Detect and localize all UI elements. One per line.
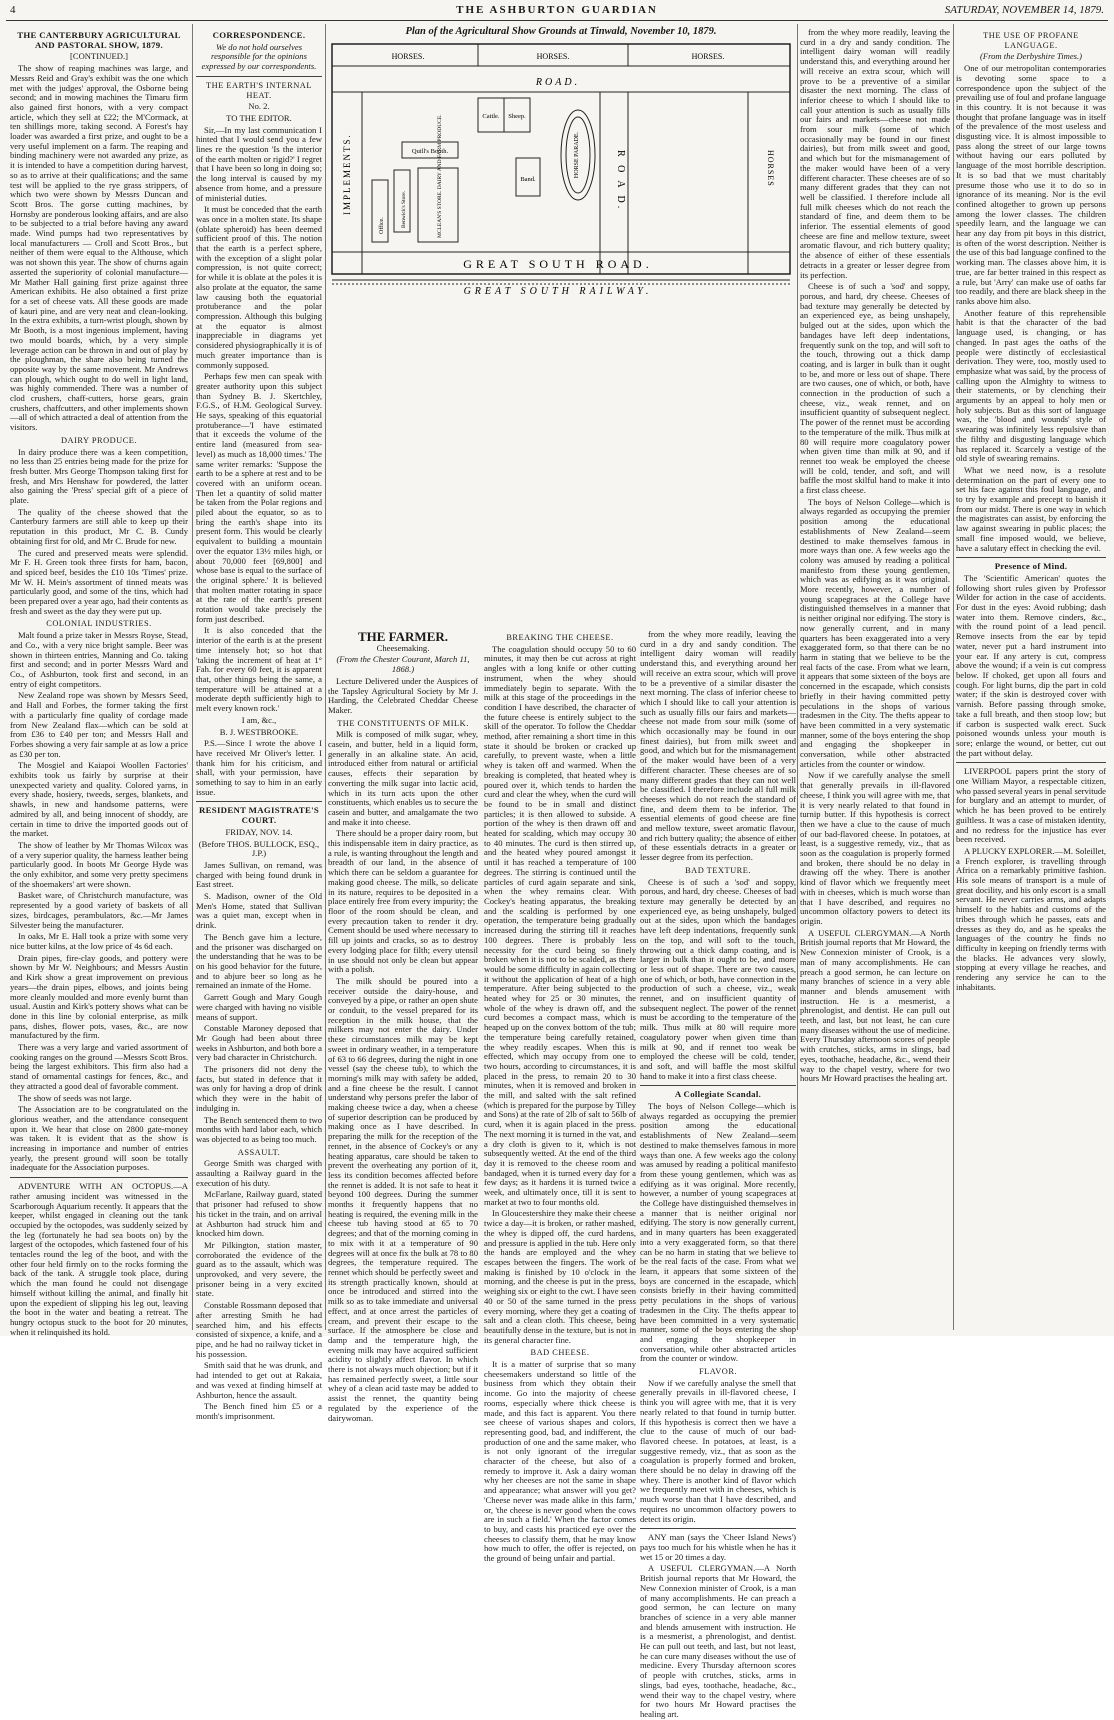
paragraph: New Zealand rope was shown by Messrs Seed, and Hall and Forbes, the former taking the first with a particularly fine quality of cordage made from New Zealand flax—which can be sold at from £36 to £40 per ton; and Messrs Hall and Forbes showing a very fair sample at as low a price as £30 per ton.	[10, 690, 188, 759]
section-heading: DAIRY PRODUCE.	[60, 435, 138, 445]
quills-booth-label: Quill's Booth.	[411, 148, 449, 155]
letter-signoff: I am, &c.,	[241, 714, 277, 725]
paragraph: It is also conceded that the interior of the earth is at the present time intensely hot; so hot that 'taking the increment of heat at 1° Fah. for every 60 feet, it is apparent that, other things being the same, a temperature will be attained at a moderate depth sufficiently high to melt every known rock.'	[196, 625, 322, 714]
paragraph: There was a very large and varied assortment of cooking ranges on the ground —Messrs Scott Bros. being the largest exhibitors. This firm also had a stand of ornamental castings for fences, &c., and they attracted a good deal of favorable comment.	[10, 1042, 188, 1091]
horses-side-label: HORSES	[766, 150, 775, 187]
article-source: (From the Derbyshire Times.)	[980, 51, 1082, 62]
paragraph: In Gloucestershire they make their cheese twice a day—it is broken, or rather mashed, the whey is dipped off, the curd hardens, and pressure is applied in the tub. Here only the hands are employed and the whey escapes between the fingers. The work of making is finished by 10 o'clock in the morning, and the cheese is put in the press, weighing six or eight to the cwt. I have seen 40 or 50 of the same turned in the press every morning, where they get a coating of salt and a clean cloth. This cheese, being beautifully dense in the texture, but is not in its general character fine.	[484, 1208, 636, 1345]
section-heading: Presence of Mind.	[994, 561, 1068, 572]
paragraph: Milk is composed of milk sugar, whey, casein, and butter, held in a liquid form, generally in an alkaline state. An acid, introduced either from natural or artificial causes, effects their separation by converting the milk sugar into lactic acid, which in its turn acts upon the other constituents, which enables us to secure the casein and butter, and amalgamate the two and make it into cheese.	[328, 729, 478, 827]
horses-label: HORSES.	[536, 52, 570, 61]
paragraph: Smith said that he was drunk, and had intended to get out at Rakaia, and was vexed at finding himself at Ashburton, hence the assault.	[196, 1360, 322, 1400]
paragraph: Cheese is of such a 'sod' and soppy, porous, and hard, dry cheese. Cheeses of bad texture may generally be detected by an experienced eye, as being unshapely, bulged out at the sides, upon which the bandages have left deep indentations, frequently sunk on the top, and will soft to the touch, throwing out a thick damp coating, and is larger in bulk than it ought to be, and more or less out of shape. There are two causes, one of which, or both, have connection in the production of such a cheese, viz., weak rennet, and on insufficient quantity of subsequent neglect. The power of the rennet must be according to the temperature of the milk. Thus milk at 80 will require more coagulatory power when given time than milk at 90, and if rennet too weak be employed the cheese will be cold, tender, and soft, and will baffle the most skilful hand to make it into a first class cheese.	[800, 281, 950, 496]
newspaper-title: THE ASHBURTON GUARDIAN	[456, 4, 658, 16]
column-rule	[797, 24, 798, 1330]
paragraph: Sir,—In my last communication I hinted that I would send you a few lines re the question 'Is the interior of the earth molten or rigid?' I regret that I have been so long in doing so; the long interval is caused by my absence from home, and a pressure of ministerial duties.	[196, 124, 322, 203]
masthead	[6, 4, 1108, 21]
paragraph: S. Madison, owner of the Old Men's Home, stated that Sullivan was a quiet man, except when in drink.	[196, 891, 322, 931]
paragraph: What we need now, is a resolute determination on the part of every one to set his face against this foul language, and to try by example and precept to banish it from our midst. There is one way in which the magistrates can assist, by enforcing the law against swearing in public places; the small fine imposed would, we believe, have a salutary effect in checking the evil.	[956, 464, 1106, 553]
paragraph: Constable Maroney deposed that Mr Gough had been about three weeks in Ashburton, and both bore a very bad character in Christchurch.	[196, 1023, 322, 1063]
section-heading: BAD CHEESE.	[530, 1348, 590, 1358]
column-farmer-cont2	[640, 629, 796, 1719]
plan-title: Plan of the Agricultural Show Grounds at Tinwald, November 10, 1879.	[405, 26, 717, 37]
store-label: MCLEAN'S STORE. DAIRY AND FARM PRODUCE.	[437, 114, 443, 238]
section-heading: THE USE OF PROFANE LANGUAGE.	[983, 31, 1079, 50]
paragraph: Constable Rossmann deposed that after arresting Smith he had searched him, and his effects consisted of sixpence, a knife, and a pipe, and he had no railway ticket in his possession.	[196, 1300, 322, 1359]
paragraph: Garrett Gough and Mary Gough were charged with having no visible means of support.	[196, 992, 322, 1022]
paragraph: James Sullivan, on remand, was charged with being found drunk in East street.	[196, 859, 322, 890]
paragraph: ANY man (says the 'Cheer Island News') pays too much for his whistle when he has it wet 15 or 20 times a day.	[640, 1532, 796, 1562]
paragraph: McFarlane, Railway guard, stated that prisoner had refused to show his ticket in the train, and on arrival at Ashburton had struck him and knocked him down.	[196, 1189, 322, 1239]
benwick-label: Benwick's Store.	[401, 190, 407, 228]
column-correspondence	[196, 28, 322, 1421]
paragraph: The show of reaping machines was large, and Messrs Reid and Gray's exhibit was the one which met with the judges' approval, the Osborne being second; and in mowing machines the Timaru firm also gained first honors, with a very compact article, which they sell at £22; the M'Cormack, at ten shillings more, taking second. A Forest's hay loader was awarded a first prize, and ought to be a very useful implement on a farm. The reaping and binding machinery were not awarded any prize, as it is intended to have a competition during harvest, so as to arrive at their qualifications; and the same test will be applied to the rye grass strippers, of which two were shown by Messrs Duncan and Scott Bros. The gorse cutting machines, by Hornsby are ponderous looking affairs, and are also to be subjected to a trial before having any award made. Wind pumps had two representatives by local manufacturers — Croll and Scott Bros., but neither of them were equal to the Althouse, which was not shown this year. The show of churns again asserted the superiority of colonial manufacture—Mr Mather Hall gaining first prize against three American exhibits. He also obtained a first prize for a set of cheese vats. All these goods are made of kauri pine, and are very neat and clean-looking. In the extra exhibits, a turn-wrist plough, shown by Mr Booth, is a most ingenious implement, having two mould boards, which, by a very simple leverage action can be thrown in and out of play by the ploughman, the share also being turned the opposite way by the same movement. Mr Andrews can plough, which ought to do well in light land, was highly commended. There was a number of clod crushers, chaff-cutters, horse gears, grain crushers, chaffcutters, and other implements shown—all of which attracted a deal of attention from the visitors.	[10, 63, 188, 433]
paragraph: A USEFUL CLERGYMAN.—A North British journal reports that Mr Howard, the New Connexion minister of Crook, is a man of many accomplishments. He can preach a good sermon, he can lecture on many branches of science in a very able manner and blends amusement with instruction. He is a mesmerist, a phrenologist, and dentist. He can pull out teeth, and last, but not least, he can cure many diseases without the use of medicine. Every Thursday afternoon scores of people with crutches, sticks, arms in slings, bad eyes, toothache, headache, &c., wend their way to the chapel vestry, where for two hours Mr Howard practises the healing art.	[800, 927, 950, 1084]
paragraph: from the whey more readily, leaving the curd in a dry and sandy condition. The intelligent dairy woman will readily understand this, and everything around her will receive an extra scour, which will prove to be a preventive of a similar disaster the next morning. The class of inferior cheese to which I should like to call your attention is such as usually fills our fairs and markets—cheese not made from sour milk (some of which occasionally may be found in our finest dairies), but from milk sweet and good, and which but for the mismanagement of the maker would have been of a very different character. These cheeses are of so many different grades that they can not well be classified. I therefore include all full milk cheeses which do not reach the standard of fine, and deem them to be inferior. The essential elements of good cheese are fine and mellow texture, sweet aromatic flavour, and rich buttery quality; the absence of either of these essentials detracts in a greater or lesser degree from its perfection.	[640, 629, 796, 863]
paragraph: One of our metropolitan contemporaries is devoting some space to a correspondence upon the subject of the prevailing use of foul and profane language in this country. It is not because it was thought that profane language was in itself of the prevalence of the most useless and disgusting vice. It is almost impossible to pass along the street of our large towns without having our ears polluted by language of the most horrible description. It is so bad that we must charitably presume those who use it to do so in ignorance of its meaning. Nor is the evil confined altogether to grown up persons among the lower classes. The children speedily learn, and the language we can hear any day from pit boys in this district, is often of the worst description. Neither is the use of this bad language confined to the working man. The classes above him, it is true, are far better trained in this respect as a rule, but 'Arry' can make use of oaths far too readily, and there are black sheep in the ranks above him also.	[956, 63, 1106, 306]
column-profane-language	[956, 28, 1106, 1328]
divider	[956, 557, 1106, 558]
cattle-label: Cattle.	[482, 113, 500, 120]
divider	[10, 1177, 188, 1178]
horses-label: HORSES.	[691, 52, 725, 61]
paragraph: The boys of Nelson College—which is always regarded as occupying the premier position among the educational establishments of New Zealand—seem destined to make themselves famous in more ways than one. A few weeks ago the colony was amused by reading a political manifesto from these young gentlemen, which was as edifying as it was original. More recently, however, a number of young scapegraces at the College have distinguished themselves in a manner that is neither original nor edifying. The story is now generally current, and in many quarters has been exaggerated into a very exaggerated form, so that there can be no harm in stating that we believe to be the real facts of the case. From what we learn, it appears that some sixteen of the boys are concerned in the escapade, which consists briefly in their having committed petty peculations in the shops of various tradesmen in the City. The thefts appear to have been committed in a very systematic manner, some of the boys entering the shop and engaging the shopkeeper in conversation, while other abstracted articles from the counter or window.	[640, 1101, 796, 1364]
paragraph: Now if we carefully analyse the smell that generally prevails in ill-flavored cheese, I think you will agree with me, that it is very nearly related to that found in turnip butter. If this hypothesis is correct then we have a clue to the cause of much of our bad-flavored cheese. In potatoes, at least, is a suggestive remedy, viz., that as soon as the coagulation is properly formed and broken, there should be no delay in drawing off the whey. There is another kind of flavor which we frequently meet with in cheeses, which is much worse than that I have described, and requires no uncommon olfactory powers to detect its origin.	[640, 1377, 796, 1524]
paragraph: The Bench gave him a lecture, and the prisoner was discharged on the understanding that he was to be on his good behavior for the future, and to abjure beer so long as he remained an inmate of the Home.	[196, 931, 322, 991]
column-show	[10, 28, 188, 1337]
letter-signature: B. J. WESTBROOKE.	[219, 726, 299, 737]
paragraph: The show of leather by Mr Thomas Wilcox was of a very superior quality, the harness leather being particularly good. In boots Mr George Hyde was the only exhibitor, and some very pretty specimens of the shoemakers' art were shown.	[10, 839, 188, 889]
court-bench: (Before THOS. BULLOCK, ESQ., J.P.)	[198, 838, 320, 859]
section-heading: CORRESPONDENCE.	[212, 30, 306, 40]
section-heading: ASSAULT.	[237, 1147, 281, 1157]
court-date: FRIDAY, NOV. 14.	[225, 826, 293, 837]
column-farmer-cont	[484, 630, 636, 1564]
article-subtitle: Cheesemaking.	[376, 642, 430, 653]
paragraph: Another feature of this reprehensible habit is that the character of the bad language used, is changing, or has changed. In past ages the oaths of the people were distinctly of ecclesiastical derivation. They were, too, mostly used to emphasize what was said, by the process of calling upon the Almighty to witness to their statements, or by clenching their arguments by an appeal to holy men or holy subjects. But as this sort of language was, the 'blood and wounds' style of swearing was infinitely less repulsive than the filthy and disgusting language which has replaced it. Scarcely a vestige of the old style of swearing remains.	[956, 307, 1106, 464]
paragraph: The Bench fined him £5 or a month's imprisonment.	[196, 1401, 322, 1421]
divider	[956, 762, 1106, 763]
paragraph: The Association are to be congratulated on the glorious weather, and the attendance consequent upon it. We hear that close on 2800 gate-money was taken. It is evident that as the show is increasing in importance and number of entries yearly, the present ground will soon be totally inadequate for the Association purposes.	[10, 1104, 188, 1173]
column-farmer	[328, 629, 478, 1423]
great-south-railway-label: GREAT SOUTH RAILWAY.	[463, 286, 653, 297]
divider	[196, 76, 322, 77]
divider	[196, 801, 322, 802]
paragraph: Mr Pilkington, station master, corroborated the evidence of the guard as to the assault, which was unprovoked, and very severe, the prisoner being in a very excited state.	[196, 1239, 322, 1299]
paragraph: The prisoners did not deny the facts, but stated in defence that it was only for having a drop of drink which they were in the habit of indulging in.	[196, 1064, 322, 1113]
letter-title: THE EARTH'S INTERNAL HEAT.	[206, 80, 312, 100]
paragraph: The Mosgiel and Kaiapoi Woollen Factories' exhibits took us fairly by surprise at their unexpected variety and quality. Colored yarns, in every shade, hosiery, tweeds, serges, blankets, and shawls, in new and handsome patterns, were admired by all, and being innocent of shoddy, are certain in time to drive the imported goods out of the market.	[10, 760, 188, 839]
paragraph: A PLUCKY EXPLORER.—M. Soleillet, a French explorer, is travelling through Africa on a remarkably primitive fashion. His sole means of transport is a mule of great docility, and his only escort is a small servant. He never carries arms, and adapts himself to the habits and customs of the tribes through which he passes, eats and dresses as they do, and as he speaks the languages of the country he finds no difficulty in keeping on friendly terms with the blacks. He advances very slowly, stopping at every village he reaches, and rendering any service he can to the inhabitants.	[956, 845, 1106, 992]
section-heading: BAD TEXTURE.	[685, 865, 751, 875]
paragraph: Cheese is of such a 'sod' and soppy, porous, and hard, dry cheese. Cheeses of bad texture may generally be detected by an experienced eye, as being unshapely, bulged out at the sides, upon which the bandages have left deep indentations, frequently sunk on the top, and will soft to the touch, throwing out a thick damp coating, and is larger in bulk than it ought to be, and more or less out of shape. There are two causes, one of which, or both, have connection in the production of such a cheese, viz., weak rennet, and on insufficient quantity of subsequent neglect. The power of the rennet must be according to the temperature of the milk. Thus milk at 80 will require more coagulatory power when given time than milk at 90, and if rennet too weak be employed the cheese will be cold, tender, and soft, and will baffle the most skilful hand to make it into a first class cheese.	[640, 876, 796, 1081]
column-rule	[953, 24, 954, 1330]
article-source: (From the Chester Courant, March 11, 1868.)	[336, 654, 470, 675]
great-south-road-label: GREAT SOUTH ROAD.	[463, 257, 653, 271]
column-cheese-cont	[800, 28, 950, 1328]
editorial-note: We do not hold ourselves responsible for the opinions expressed by our correspondents.	[201, 41, 317, 72]
road-label: ROAD.	[535, 77, 581, 88]
paragraph: There should be a proper dairy room, but this indispensable item in dairy practice, as a rule, is wanting throughout the length and breadth of our land, in the absence of which there can be seldom a guarantee for making good cheese. The milk, so delicate in its nature, requires to be deposited in a place entirely free from every impurity; the floor of the room should be clean, and every precaution taken to render it dry. Cement should be used where necessary to fill up joints and cracks, so as to destroy every lodging place for filth; every utensil in use should not only be clean but appear with a polish.	[328, 828, 478, 975]
parade-label: HORSE PARADE.	[574, 131, 580, 179]
paragraph: ADVENTURE WITH AN OCTOPUS.—A rather amusing incident was witnessed in the Scarborough Aquarium recently. It appears that the keeper, whilst engaged in cleaning out the tank occupied by the octopodes, was suddenly seized by the leg (fortunately he had sea boots on) by the largest of the octopodes, which fastened four of his tentacles round the leg of the boot, and with the other four held firmly on to the rocks forming the back of the tank. A struggle took place, during which the man found he could not disengage himself without killing the animal, and finally hit upon the expedient of slipping his leg out, leaving the boot in the water and beating a retreat. The hungry octopus stuck to the boot for 20 minutes, when it relinquished its hold.	[10, 1181, 188, 1337]
letter-salutation: TO THE EDITOR.	[226, 112, 292, 123]
road-side-label: R O A D.	[615, 150, 626, 212]
paragraph: Drain pipes, fire-clay goods, and pottery were shown by Mr W. Neighbours; and Messrs Austin and Kirk show a great improvement on previous years—the drain pipes, elbows, and joints being more cleanly moulded and more evenly burnt than usual. Austin and Kirk's pottery shows what can be done in this line by colonial enterprise, as milk pans, dishes, flower pots, vases, &c., are now manufactured by the firm.	[10, 952, 188, 1041]
paragraph: from the whey more readily, leaving the curd in a dry and sandy condition. The intelligent dairy woman will readily understand this, and everything around her will receive an extra scour, which will prove to be a preventive of a similar disaster the next morning. The class of inferior cheese to which I should like to call your attention is such as usually fills our fairs and markets—cheese not made from sour milk (some of which occasionally may be found in our finest dairies), but from milk sweet and good, and which but for the mismanagement of the maker would have been of a very different character. These cheeses are of so many different grades that they can not well be classified. I therefore include all full milk cheeses which do not reach the standard of fine, and deem them to be inferior. The essential elements of good cheese are fine and mellow texture, sweet aromatic flavour, and rich buttery quality; the absence of either of these essentials detracts in a greater or lesser degree from its perfection.	[800, 27, 950, 280]
divider	[640, 1528, 796, 1529]
divider	[640, 1085, 796, 1086]
show-grounds-plan	[328, 26, 794, 624]
paragraph: Basket ware, of Christchurch manufacture, was represented by a good variety of baskets of all sizes, birdcages, perambulators, &c.—Mr James Silvester being the manufacturer.	[10, 890, 188, 930]
section-heading: THE FARMER.	[357, 629, 449, 644]
plan-diagram	[328, 40, 794, 624]
paragraph: The coagulation should occupy 50 to 60 minutes, it may then be cut across at right angles with a long knife or other cutting instrument, when the whey should immediately begin to separate. With the milk at this stage of the proceedings in the condition I have described, the character of the future cheese is entirely subject to the skill of the operator. To follow the Cheddar method, after remaining a short time in this state it should be broken or cracked up carefully, to prevent waste, when a little whey is taken off and warmed. When the breaking is completed, that heated whey is poured over it, which tends to harden the curd and clear the whey, when the curd will be found to be in small and distinct particles; it is then allowed to subside. A portion of the whey is then drawn off and heated for scalding, which may occupy 30 to 40 minutes. The curd is then stirred up, and the heated whey poured amongst it until it has reached a temperature of 100 degrees. The stirring is continued until the particles of curd again separate and sink, when the whey remains clear. With Cockey's heating apparatus, the breaking and the scalding is performed by one operation, the temperature being gradually increased during the stirring till it reaches 100 degrees. There is probably less necessity for the curd being so finely broken when it is not to be scalded, as there would be some difficulty in again collecting it without the application of heat of a high temperature. After being subjected to the heated whey for 25 or 30 minutes, the whole of the whey is drawn off, and the curd becomes a compact mass, which is heaped up on the convex bottom of the tub; the temperature being carefully retained, the whey readily escapes. When this is effected, which may occupy from one to two hours, according to circumstances, it is placed in the press, to remain 20 to 30 minutes, when it is removed and broken in the mill, and salted with the salt refined (which is prepared for the purpose by Tilley and Sons) at the rate of 2lb of salt to 56lb of curd, when it is again placed in the press. The next morning it is turned in the vat, and a dry cloth is given to it, which is not subsequently wetted. At the end of the third day it is removed to the cheese room and bandaged, when it is turned every day for a few days; as it hardens it is turned twice a week, and ultimately once, till it is sent to market at two to four months old.	[484, 643, 636, 1207]
issue-date: SATURDAY, NOVEMBER 14, 1879.	[944, 4, 1104, 16]
section-heading: FLAVOR.	[698, 1367, 738, 1377]
paragraph: The boys of Nelson College—which is always regarded as occupying the premier position among the educational establishments of New Zealand—seem destined to make themselves famous in more ways than one. A few weeks ago the colony was amused by reading a political manifesto from these young gentlemen, which was as edifying as it was original. More recently, however, a number of young scapegraces at the College have distinguished themselves in a manner that is neither original nor edifying. The story is now generally current, and in many quarters has been exaggerated into a very exaggerated form, so that there can be no harm in stating that we believe to be the real facts of the case. From what we learn, it appears that some sixteen of the boys are concerned in the escapade, which consists briefly in their having committed petty peculations in the shops of various tradesmen in the City. The thefts appear to have been committed in a very systematic manner, some of the boys entering the shop and engaging the shopkeeper in conversation, while other abstracted articles from the counter or window.	[800, 496, 950, 769]
article-heading: THE CANTERBURY AGRICULTURAL AND PASTORAL SHOW, 1879.	[17, 30, 181, 50]
paragraph: The milk should be poured into a receiver outside the dairy-house, and conveyed by a pipe, or rather an open shute or conduit, to the vessel prepared for its reception in the milk house, that the milkers may not enter the dairy. Under these circumstances milk may be kept sweet in ordinary weather, in a temperature of 63 to 66 degrees, during the night in one vessel (say the cheese tub), to which the morning's milk may with safety be added, and a fine cheese be the result. I cannot understand why persons prefer the labor of making cheese twice a day, when a cheese of superior description can be produced by making once as I have described. In preparing the milk for the reception of the rennet, in the absence of Cockey's or any heating apparatus, care should be taken to prevent the overheating any portion of it, less its condition becomes affected before the rennet is added. It is not safe to heat it beyond 100 degrees. During the summer months it frequently happens that no heating is required, the evening milk in the cheese tub having stood at 65 to 70 degrees; and that of the morning coming in to mix with it at a temperature of 90 degrees will at once fix the bulk at 78 to 80 degrees, the temperature required. The rennet which should be perfectly sweet and its strength practically known, should at once be introduced and stirred into the milk so as to take immediate and universal effect, and at once arrest the particles of cream, and prevent their escape to the surface. If the atmosphere be close and damp and the temperature high, the evening milk may have acquired sufficient acidity to slightly affect flavor. In which there is not always much objection; but if it has remained perfectly sweet, a little sour whey of a clean acid taste may be added to assist the rennet, the quantity being regulated by the experience of the dairywoman.	[328, 975, 478, 1423]
paragraph: Malt found a prize taker in Messrs Royse, Stead, and Co., with a very nice bright sample. Beer was shown in thirteen entries, Manning and Co. taking first and second; and in porter Messrs Ward and Co., of Ashburton, took first and second, in an entry of eight competitors.	[10, 630, 188, 689]
paragraph: Perhaps few men can speak with greater authority upon this subject than Sydney B. J. Skertchley, F.G.S., of H.M. Geological Survey. He says, speaking of this equatorial protuberance—'I have estimated that it exceeds the volume of the entire land (measured from sea-level) as much as 18,000 times.' The same writer remarks: 'Suppose the earth to be a sphere at rest and to be covered with an uniform ocean. Then let a quantity of solid matter be taken from the Polar regions and piled about the equator, so as to bring the earth's shape into its present form. This would be clearly equivalent to building a mountain over the equator 13½ miles high, or about 70,000 feet [69,800] and whose base is equal to the surface of the original sphere.' It is believed that molten matter rotating in space at the rate of the earth's present rotation would take precisely the form just described.	[196, 371, 322, 624]
continued-label: [CONTINUED.]	[70, 51, 128, 62]
paragraph: The quality of the cheese showed that the Canterbury farmers are still able to keep up their reputation in this product, Mr C. B. Cundy obtaining first for old, and Mr C. Brude for new.	[10, 506, 188, 546]
sheep-label: Sheep.	[508, 113, 526, 120]
paragraph: It must be conceded that the earth was once in a molten state. Its shape (oblate spheroid) has been deemed sufficient proof of this. The notion that the earth is a perfect sphere, with the exception of a slight polar compression, is not quite correct; for while it is oblate at the poles it is also prolate at the equator, the same law causing both the equatorial protuberance and the polar compression. Although this bulging at the equator is almost inappreciable in diagrams yet considered physiographically it is of much greater importance than is commonly supposed.	[196, 204, 322, 370]
column-rule	[325, 24, 326, 1330]
paragraph: The Bench sentenced them to two months with hard labor each, which was objected to as being too much.	[196, 1114, 322, 1144]
band-label: Band.	[520, 176, 536, 183]
paragraph: The 'Scientific American' quotes the following short rules given by Professor Wilder for action in the case of accidents. For dust in the eyes: Avoid rubbing; dash water into them. Remove cinders, &c., with the round point of a lead pencil. Remove insects from the ear by tepid water, never put a hard instrument into your ear. If any artery is cut, compress above the wound; if a vein is cut compress below. If choked, get upon all fours and cough. For light burns, dip the part in cold water; if the skin is destroyed cover with varnish. Before passing through smoke, take a full breath, and then stoop low; but if carbon is suspected walk erect. Suck poisoned wounds unless your mouth is sore; enlarge the wound, or better, cut out the part without delay.	[956, 572, 1106, 758]
implements-label: IMPLEMENTS.	[342, 133, 352, 215]
letter-number: No. 2.	[248, 101, 270, 112]
paragraph: Lecture Delivered under the Auspices of the Tapsley Agricultural Society by Mr J. Harding, the Celebrated Cheddar Cheese Maker.	[328, 675, 478, 715]
paragraph: The show of seeds was not large.	[18, 1092, 132, 1103]
paragraph: Now if we carefully analyse the smell that generally prevails in ill-flavored cheese, I think you will agree with me, that it is very nearly related to that found in turnip butter. If this hypothesis is correct then we have a clue to the cause of much of our bad-flavored cheese. In potatoes, at least, is a suggestive remedy, viz., that as soon as the coagulation is properly formed and broken, there should be no delay in drawing off the whey. There is another kind of flavor which we frequently meet with in cheeses, which is much worse than that I have described, and requires no uncommon olfactory powers to detect its origin.	[800, 770, 950, 926]
section-heading: COLONIAL INDUSTRIES.	[46, 619, 152, 629]
paragraph: It is a matter of surprise that so many cheesemakers understand so little of the business from which they obtain their income. Go into the majority of cheese rooms, especially where thick cheese is made, and this fact is apparent. You there see cheese of various shapes and colors, representing good, bad, and indifferent, the production of one and the same maker, who is not only ignorant of the irregular character of the cheese, but also of a remedy to improve it. Ask a dairy woman why her cheeses are not the same in shape and appearance; what answer will you get? 'Cheese never was made alike in this farm,' or, 'the cheese is never good when the cows are in such a field.' When the factor comes to buy, and casts his practiced eye over the cheeses to classify them, that he may know how much to offer, the offer is rejected, on the ground of being unfair and partial.	[484, 1359, 636, 1564]
office-label: Office.	[379, 217, 385, 234]
page-number: 4	[10, 4, 16, 16]
paragraph: The cured and preserved meats were splendid. Mr F. H. Green took three firsts for ham, bacon, and spiced beef, besides the £10 10s 'Times' prize. Mr W. H. Mein's assortment of tinned meats was particularly good, and some of the tins, which had been prepared over a year ago, had their contents as fresh and sweet as the day they were put up.	[10, 547, 188, 616]
paragraph: LIVERPOOL papers print the story of one William Mayor, a respectable citizen, who passed several years in penal servitude for burglary and an attempt to murder, of which he has been proved to be entirely guiltless. It was a case of mistaken identity, and no redress for the injustice has ever been received.	[956, 766, 1106, 845]
section-heading: THE CONSTITUENTS OF MILK.	[337, 718, 469, 728]
paragraph: P.S.—Since I wrote the above I have received Mr Oliver's letter. I thank him for his criticism, and shall, with your permission, have something to say to him in an early issue.	[196, 738, 322, 797]
horses-label: HORSES.	[391, 52, 425, 61]
paragraph: A USEFUL CLERGYMAN.—A North British journal reports that Mr Howard, the New Connexion minister of Crook, is a man of many accomplishments. He can preach a good sermon, he can lecture on many branches of science in a very able manner and blends amusement with instruction. He is a mesmerist, a phrenologist, and dentist. He can pull out teeth, and last, but not least, he can cure many diseases without the use of medicine. Every Thursday afternoon scores of people with crutches, sticks, arms in slings, bad eyes, toothache, headache, &c., wend their way to the chapel vestry, where for two hours Mr Howard practises the healing art.	[640, 1563, 796, 1719]
section-heading: A Collegiate Scandal.	[674, 1089, 762, 1100]
paragraph: In oaks, Mr E. Hall took a prize with some very nice butter kilns, at the low price of 4s 6d each.	[10, 931, 188, 951]
paragraph: George Smith was charged with assaulting a Railway guard in the execution of his duty.	[196, 1158, 322, 1188]
section-heading: BREAKING THE CHEESE.	[506, 633, 614, 642]
column-rule	[192, 24, 193, 1330]
section-heading: RESIDENT MAGISTRATE'S COURT.	[198, 805, 320, 826]
paragraph: In dairy produce there was a keen competition, no less than 25 entries being made for the prize for fresh butter. Mrs George Thompson taking first for fresh, and Mrs Henshaw for powdered, the latter also gaining the 'Press' special gift of a piece of plate.	[10, 446, 188, 506]
